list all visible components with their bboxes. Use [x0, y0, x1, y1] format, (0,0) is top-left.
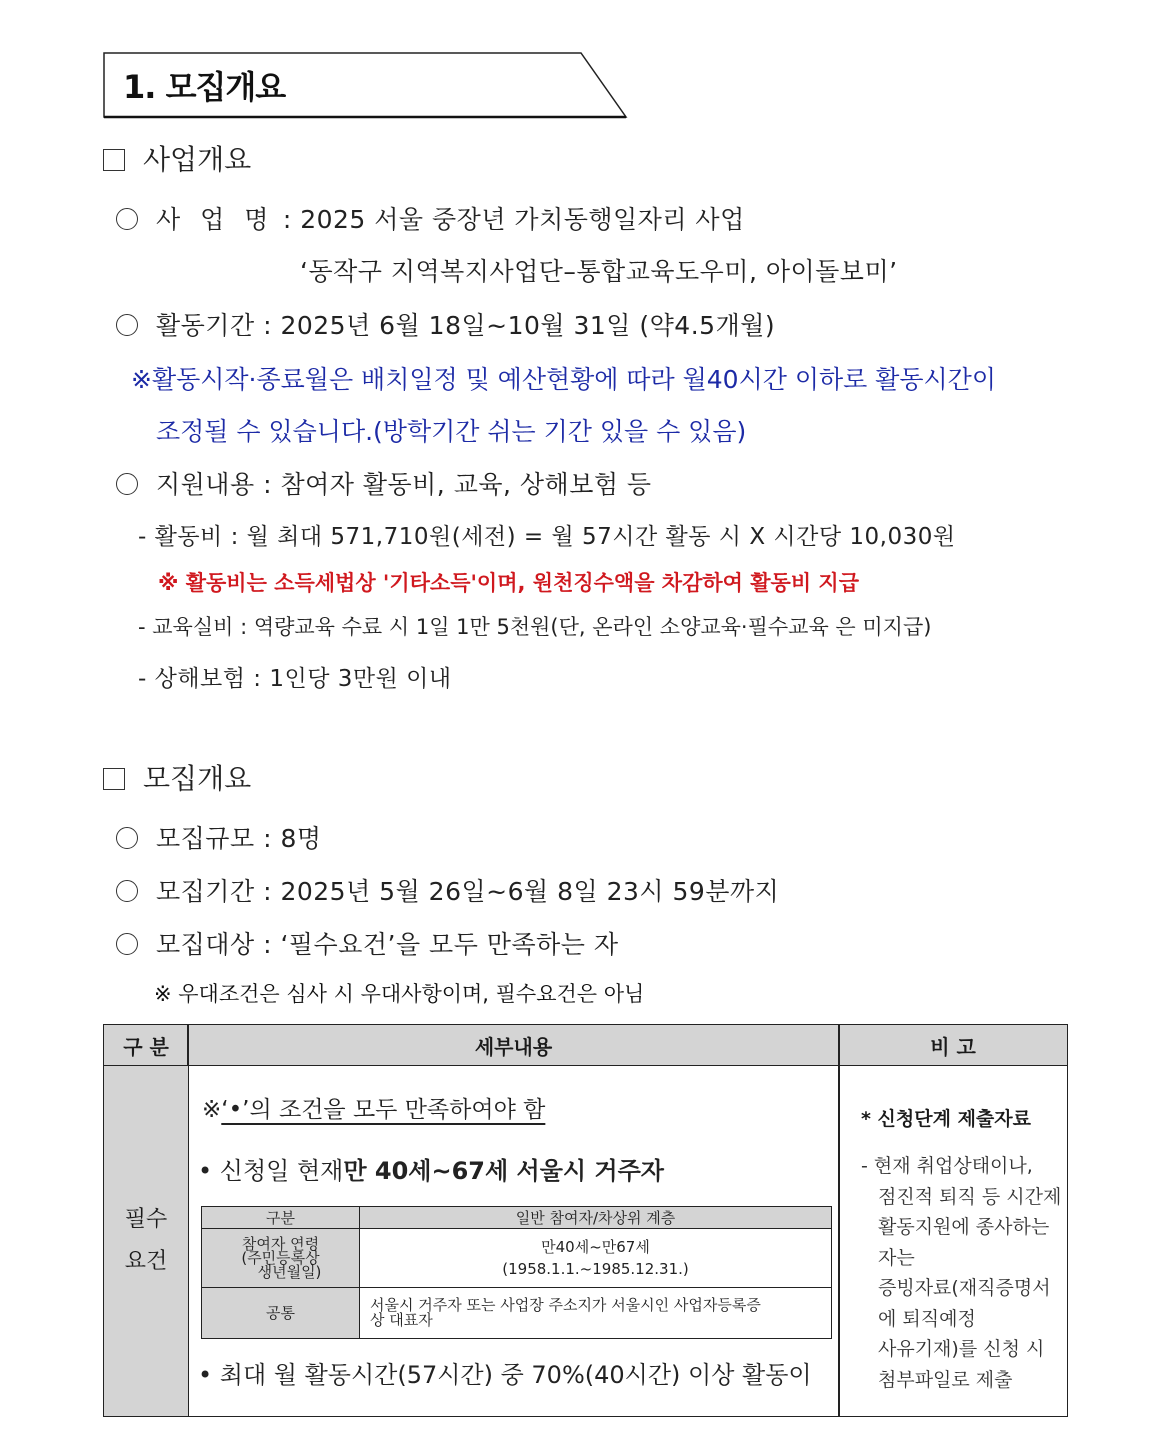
item-label: 모집대상: [156, 930, 255, 959]
inner-header-row: [202, 1207, 831, 1229]
item-label: 사 업 명: [156, 205, 275, 234]
remark-line: 에 퇴직예정: [878, 1307, 976, 1330]
circle-bullet-icon: [116, 827, 138, 849]
header-category: 구 분: [104, 1025, 188, 1066]
item-business-name-sub: ‘동작구 지역복지사업단–통합교육도우미, 아이돌보미’: [300, 257, 898, 286]
detail-activity-fee: - 활동비 : 월 최대 571,710원(세전) = 월 57시간 활동 시 X 시간당 10,030원: [138, 524, 956, 550]
separator: :: [263, 824, 272, 853]
preference-note: ※ 우대조건은 심사 시 우대사항이며, 필수요건은 아님: [154, 982, 645, 1006]
cell-text: 서울시 거주자 또는 사업장 주소지가 서울시인 사업자등록증: [370, 1296, 761, 1314]
item-label: 활동기간: [156, 311, 255, 340]
cell-text: 공통: [266, 1304, 295, 1322]
section-title-banner: [103, 52, 627, 118]
item-value: 2025년 5월 26일~6월 8일 23시 59분까지: [280, 877, 780, 906]
requirements-table: [103, 1024, 1068, 1417]
condition-note: [202, 1091, 545, 1124]
item-business-name: [116, 200, 745, 236]
item-value: 2025 서울 중장년 가치동행일자리 사업: [300, 205, 745, 234]
square-bullet-icon: [103, 768, 125, 790]
separator: :: [263, 930, 272, 959]
section-heading-text: 모집개요: [143, 762, 252, 795]
cell-text: 만40세~만67세: [541, 1238, 650, 1256]
circle-bullet-icon: [116, 880, 138, 902]
inner-cell-common-value: [360, 1288, 831, 1338]
category-label: 필수: [124, 1207, 168, 1232]
blue-note-line-2: 조정될 수 있습니다.(방학기간 쉬는 기간 있을 수 있음): [156, 417, 747, 446]
separator: :: [263, 470, 272, 499]
remark-line: 자는: [878, 1246, 915, 1269]
inner-header-category: [202, 1207, 360, 1228]
square-bullet-icon: [103, 149, 125, 171]
separator: :: [282, 205, 292, 234]
cell-text: 구분: [266, 1208, 295, 1227]
remark-line: 첨부파일로 제출: [878, 1368, 1013, 1391]
inner-header-group: [360, 1207, 831, 1228]
remark-line: 점진적 퇴직 등 시간제: [878, 1185, 1062, 1208]
column-divider: [838, 1025, 840, 1416]
circle-bullet-icon: [116, 473, 138, 495]
item-recruit-target: [116, 925, 619, 961]
remarks-cell: [849, 1066, 1067, 1416]
item-label: 모집규모: [156, 824, 255, 853]
cell-text: 상 대표자: [370, 1311, 433, 1329]
section-heading-recruitment: [103, 757, 251, 797]
bullet-bold-text: 만 40세~67세 서울시 거주자: [343, 1157, 664, 1185]
inner-row-common: [202, 1288, 831, 1338]
detail-education-fee: - 교육실비 : 역량교육 수료 시 1일 1만 5천원(단, 온라인 소양교육·필수교육 은 미지급): [138, 615, 932, 639]
remark-line: 사유기재)를 신청 시: [878, 1338, 1045, 1360]
cell-text: 일반 참여자/차상위 계층: [515, 1208, 676, 1227]
item-value: 8명: [280, 824, 322, 853]
item-recruit-period: [116, 872, 779, 908]
item-label: 지원내용: [156, 470, 255, 499]
bullet-activity-hours: • 최대 월 활동시간(57시간) 중 70%(40시간) 이상 활동이: [198, 1361, 812, 1389]
item-activity-period: [116, 306, 775, 342]
separator: :: [263, 311, 272, 340]
cell-text: 참여자 연령: [241, 1235, 320, 1253]
item-value: 2025년 6월 18일~10월 31일 (약4.5개월): [280, 311, 776, 340]
item-value: 참여자 활동비, 교육, 상해보험 등: [280, 470, 652, 499]
detail-insurance: - 상해보험 : 1인당 3만원 이내: [138, 666, 452, 692]
section-heading-text: 사업개요: [143, 143, 252, 176]
circle-bullet-icon: [116, 208, 138, 230]
blue-note-line-1: ※활동시작·종료월은 배치일정 및 예산현황에 따라 월40시간 이하로 활동시간이: [131, 365, 996, 394]
eligibility-inner-table: [201, 1206, 832, 1339]
category-cell-required: [104, 1066, 188, 1416]
circle-bullet-icon: [116, 933, 138, 955]
remark-line: - 현재 취업상태이나,: [861, 1155, 1033, 1177]
item-recruit-size: [116, 819, 322, 855]
separator: :: [263, 877, 272, 906]
item-label: 모집기간: [156, 877, 255, 906]
remark-line: 활동지원에 종사하는: [878, 1216, 1050, 1238]
inner-cell-age-value: [360, 1229, 831, 1287]
inner-cell-age-label: [202, 1229, 360, 1287]
remark-line: 증빙자료(재직증명서: [878, 1277, 1051, 1299]
detail-tax-note: ※ 활동비는 소득세법상 '기타소득'이며, 원천징수액을 차감하여 활동비 지급: [158, 571, 860, 595]
bullet-age-residence: [198, 1151, 664, 1186]
condition-note-text: ‘•’의 조건을 모두 만족하여야 함: [221, 1097, 546, 1123]
item-support: [116, 465, 652, 501]
cell-text: (1958.1.1.~1985.12.31.): [502, 1260, 689, 1278]
cell-text: 생년월일): [257, 1263, 322, 1281]
page-title: 1. 모집개요: [123, 68, 286, 106]
category-label: 요건: [124, 1249, 168, 1274]
section-heading-overview: [103, 138, 251, 178]
header-details: 세부내용: [188, 1025, 839, 1066]
circle-bullet-icon: [116, 314, 138, 336]
inner-row-age: [202, 1229, 831, 1288]
item-value: ‘필수요건’을 모두 만족하는 자: [280, 930, 619, 959]
cell-text: (주민등록상: [241, 1249, 320, 1267]
bullet-text: • 신청일 현재: [198, 1157, 344, 1185]
header-remarks: 비 고: [839, 1025, 1067, 1066]
reference-mark: ※: [202, 1097, 222, 1123]
remark-title: * 신청단계 제출자료: [861, 1108, 1031, 1130]
inner-cell-common-label: [202, 1288, 360, 1338]
